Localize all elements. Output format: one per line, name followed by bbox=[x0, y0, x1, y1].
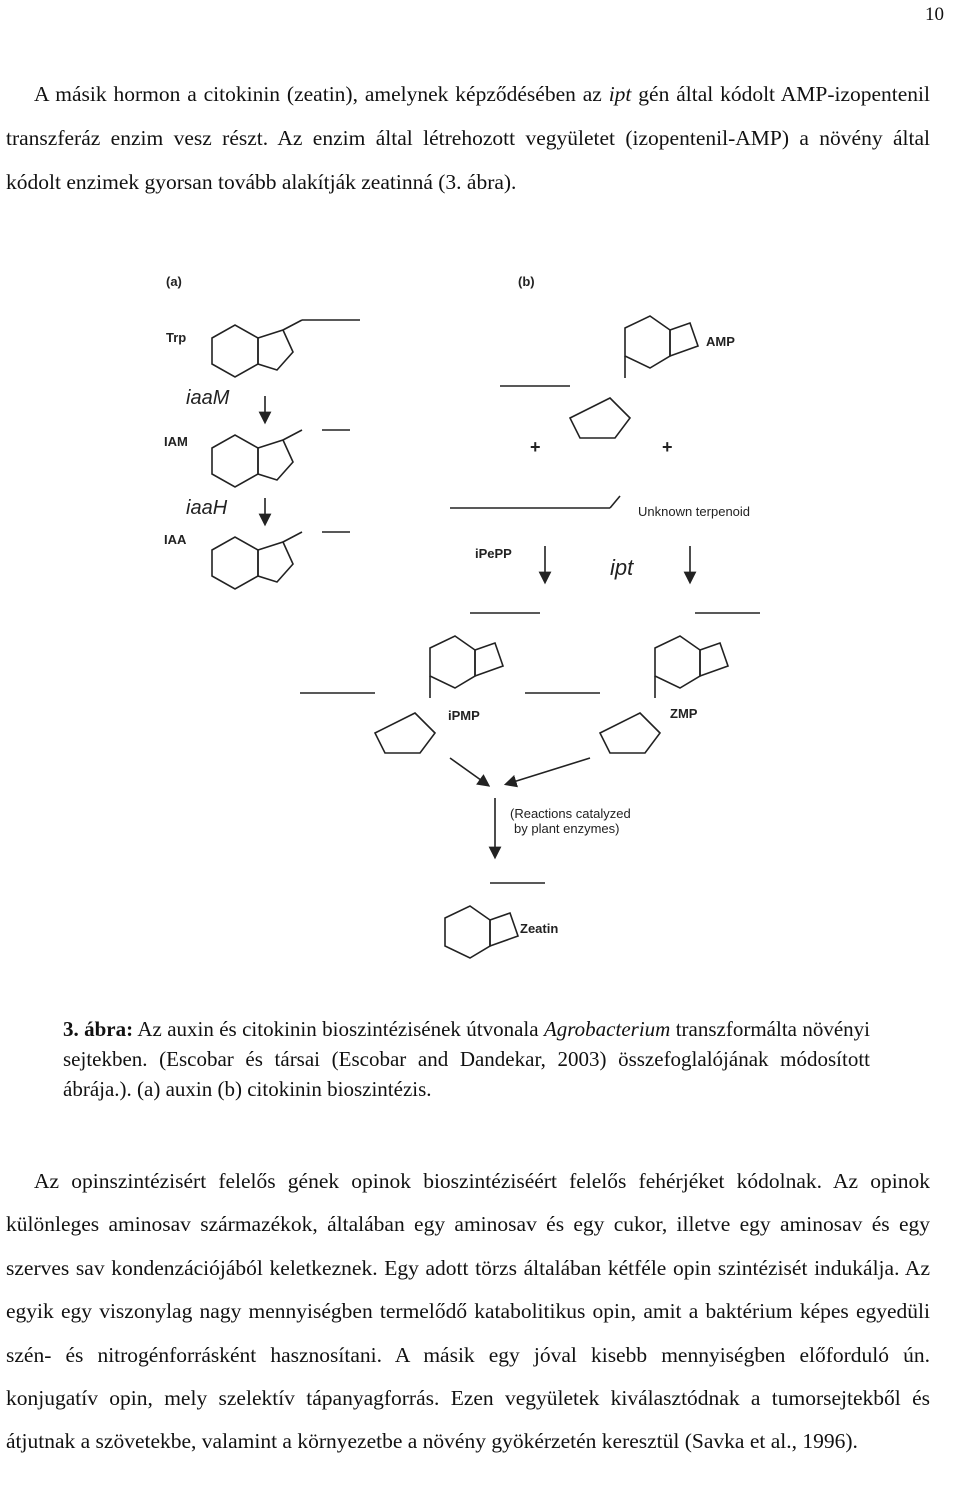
biosynthesis-figure bbox=[150, 268, 810, 988]
iam-label: IAM bbox=[164, 434, 188, 449]
indole-trp-structure bbox=[212, 320, 360, 377]
ipmp-label: iPMP bbox=[448, 708, 480, 723]
zmp-structure bbox=[525, 613, 760, 753]
reactions-label-line2: by plant enzymes) bbox=[514, 821, 620, 836]
trp-label: Trp bbox=[166, 330, 187, 345]
indole-iaa-structure bbox=[212, 532, 350, 589]
iaam-enzyme-label: iaaM bbox=[186, 387, 230, 409]
paragraph-opines: Az opinszintézisért felelős gének opinok bioszintéziséért felelős fehérjéket kódolnak. Az opinok különleges aminosav származékok, általában egy aminosav és egy cukor, illetve egy aminosav és egy szerves sav kondenzációjából keletkeznek. Egy adott törzs általában kétféle opin szintézisét indukálja. Az egyik egy viszonylag nagy mennyiségben termelődő katabolitikus opin, amit a baktérium képes egyedüli szén- és nitrogénforrásként hasznosítani. A másik egy jóval kisebb mennyiségben előforduló ún. konjugatív opin, mely szelektív tápanyagforrás. Ezen vegyületek kiválasztódnak a tumorsejtekből és átjutnak a szövetekbe, valamint a környezetbe a növény gyökérzetén keresztül (Savka et al., 1996). bbox=[6, 1169, 930, 1454]
iaa-label: IAA bbox=[164, 532, 187, 547]
caption-text-1: Az auxin és citokinin bioszintézisének útvonala bbox=[133, 1017, 544, 1041]
amp-structure bbox=[500, 316, 698, 438]
amp-label: AMP bbox=[706, 334, 735, 349]
plus-sign-left: + bbox=[530, 437, 541, 457]
zmp-label: ZMP bbox=[670, 706, 698, 721]
paragraph-intro bbox=[6, 72, 930, 204]
intro-text-after: gén által kódolt AMP-izopentenil transzferáz enzim vesz részt. Az enzim által létrehozott vegyületet (izopentenil-AMP) a növény által kódolt enzimek gyorsan tovább alakítják zeatinná (3. ábra). bbox=[6, 82, 930, 194]
caption-italic-organism: Agrobacterium bbox=[543, 1017, 671, 1041]
ipepp-structure bbox=[450, 496, 620, 508]
ipt-enzyme-label: ipt bbox=[610, 555, 634, 580]
panel-b-label: (b) bbox=[518, 274, 535, 289]
figure-caption bbox=[63, 1014, 870, 1104]
ipmp-structure bbox=[300, 613, 540, 753]
caption-number: 3. ábra: bbox=[63, 1017, 134, 1041]
panel-a-label: (a) bbox=[166, 274, 182, 289]
zeatin-label: Zeatin bbox=[520, 921, 559, 936]
unknown-terpenoid-label: Unknown terpenoid bbox=[638, 504, 751, 519]
intro-text-before: A másik hormon a citokinin (zeatin), amelynek képződésében az bbox=[34, 82, 609, 106]
ipepp-label: iPePP bbox=[475, 546, 512, 561]
caption-text-2: transzformálta növényi sejtekben. (Escobar és társai (Escobar and Dandekar, 2003) összefoglalójának módosított ábrája.). (a) auxin (b) citokinin bioszintézis. bbox=[63, 1017, 870, 1101]
indole-iam-structure bbox=[212, 430, 350, 487]
iaah-enzyme-label: iaaH bbox=[186, 497, 228, 519]
gene-name-ipt: ipt bbox=[608, 82, 632, 106]
page-number: 10 bbox=[925, 4, 944, 25]
plus-sign-right: + bbox=[662, 437, 673, 457]
reactions-label-line1: (Reactions catalyzed bbox=[510, 806, 631, 821]
